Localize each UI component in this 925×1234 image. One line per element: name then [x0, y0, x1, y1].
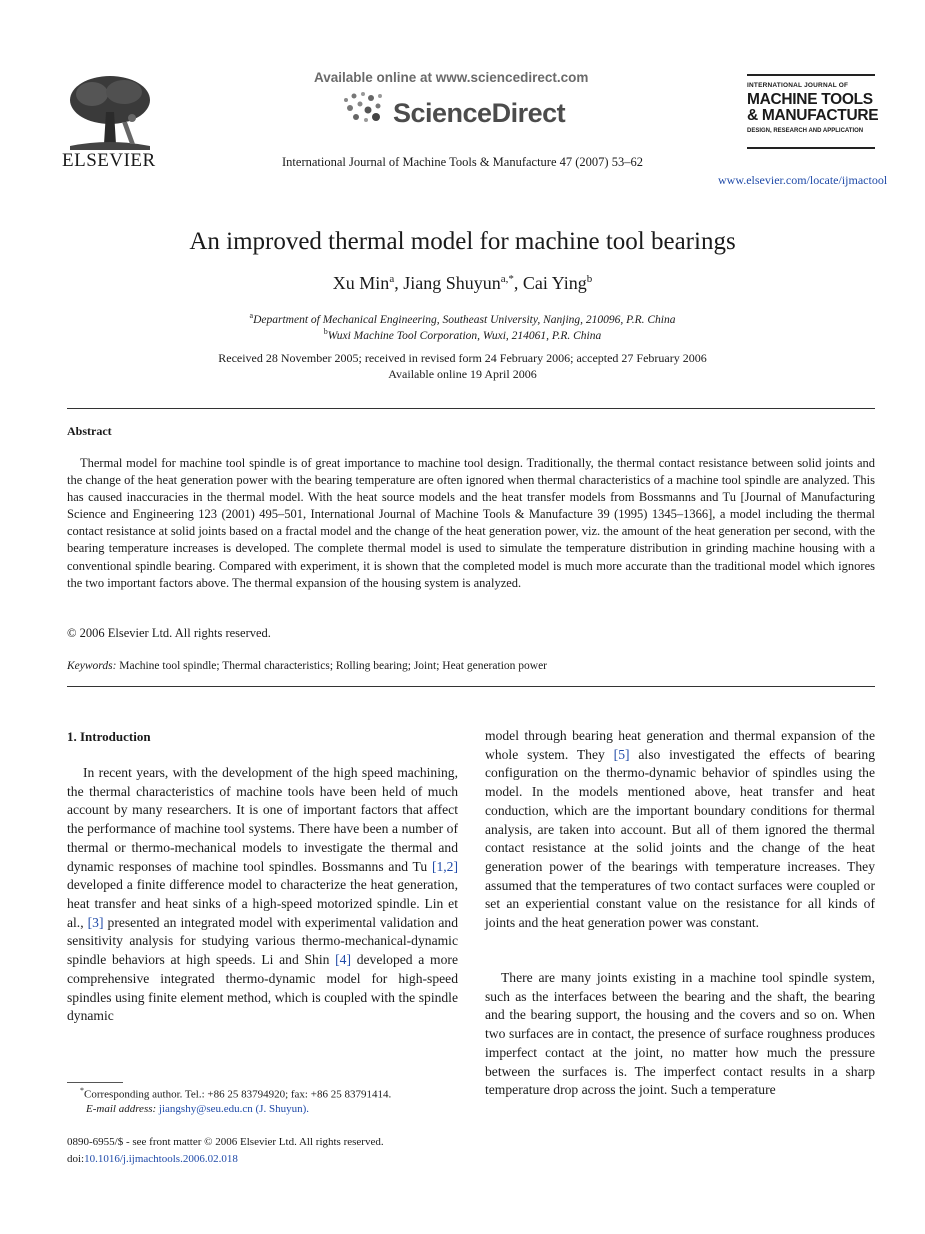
intro-right-column-para2: There are many joints existing in a machine tool spindle system, such as the interfaces between the bearing and the shaft, the bearing and the bearing support, the housing and the covers and so on. When two surfaces are in contact, the presence of surface roughness produces imperfect contact at the joint, no matter how much the pressure between the surfaces is. The imperfect contact results in a sharp temperature drop across the joint. Such a temperature: [485, 970, 875, 1098]
cover-title-line1: MACHINE TOOLS: [747, 91, 873, 108]
intro-right-column-para1: [485, 727, 875, 933]
sciencedirect-dots-icon: [338, 90, 388, 126]
corresponding-text: Corresponding author. Tel.: +86 25 83794920; fax: +86 25 83791414.: [84, 1088, 392, 1101]
publisher-name: ELSEVIER: [62, 150, 156, 171]
affiliation-a: [0, 311, 925, 326]
author-sup: a,*: [500, 273, 514, 285]
sciencedirect-wordmark: ScienceDirect: [393, 98, 566, 128]
keywords: [67, 660, 547, 672]
received-dates: Received 28 November 2005; received in revised form 24 February 2006; accepted 27 February 2006: [218, 351, 707, 365]
citation-link[interactable]: [3]: [87, 914, 104, 930]
doi-link[interactable]: 10.1016/j.ijmachtools.2006.02.018: [84, 1153, 238, 1165]
author-sup: a: [389, 273, 395, 285]
intro-text: developed a more comprehensive integrated thermo-dynamic model for high-speed spindles using finite element method, which is coupled with the spindle dynamic: [67, 952, 458, 1024]
affiliation-text: Wuxi Machine Tool Corporation, Wuxi, 214061, P.R. China: [327, 329, 602, 342]
affiliation-sup: a: [249, 311, 254, 320]
author-separator: ,: [394, 273, 404, 293]
cover-rule-bottom: [747, 147, 875, 149]
email-link[interactable]: jiangshy@seu.edu.cn (J. Shuyun).: [158, 1103, 309, 1115]
doi-line: [67, 1153, 238, 1165]
doi-label: doi:: [67, 1153, 85, 1165]
cover-rule-top: [747, 74, 875, 76]
intro-left-column: [67, 764, 458, 1026]
author-name: Jiang Shuyun: [403, 273, 501, 293]
author-list: [0, 273, 925, 294]
intro-text: also investigated the effects of bearing configuration on the thermo-dynamic behavior of spindles using the model. In the models mentioned above, heat transfer and heat conduction, which are the important boundary conditions for thermal analysis, are taken into account. But all of them ignored the thermal contact resistance at the solid joints and the change of the heat generation power of the bearings with temperature increases. They assumed that the temperatures of two contact surfaces were coupled or set an experiential constant value on the resistance for all kinds of joints and the heat generation power was constant.: [485, 746, 875, 931]
cover-subtitle: DESIGN, RESEARCH AND APPLICATION: [747, 128, 864, 134]
abstract-bottom-rule: [67, 686, 875, 687]
available-online-text: Available online at www.sciencedirect.com: [314, 70, 589, 85]
email-footnote: [86, 1103, 309, 1115]
footnote-rule: [67, 1082, 123, 1083]
corresponding-author-footnote: [80, 1086, 391, 1101]
citation-link[interactable]: [5]: [613, 746, 630, 762]
abstract-body: Thermal model for machine tool spindle is of great importance to machine tool design. Traditionally, the thermal contact resistance between solid joints and the change of the heat generation power with the bearing temperature are often ignored when thermal characteristics of a machine tool spindle are analyzed. This has caused inaccuracies in the thermal model. With the heat source models and the heat transfer models from Bossmanns and Tu [Journal of Manufacturing Science and Engineering 123 (2001) 495–501, International Journal of Machine Tools & Manufacture 39 (1995) 1345–1366], a model including the thermal contact resistance at solid joints based on a fractal model and the change of the heat generation power, viz. the amount of the heat generation per second, with the bearing temperature increases is developed. The complete thermal model is used to simulate the temperature distribution in grinding machine housing with a conventional spindle bearing. Compared with experiment, it is shown that the completed model is much more accurate than the traditional model which ignores the two important factors above. The thermal expansion of the housing system is analyzed.: [67, 456, 875, 590]
abstract-top-rule: [67, 408, 875, 409]
journal-reference: International Journal of Machine Tools & Manufacture 47 (2007) 53–62: [282, 155, 643, 169]
cover-journal-prefix: INTERNATIONAL JOURNAL OF: [747, 82, 849, 89]
intro-text: model through bearing heat generation and thermal expansion of the whole system. They: [485, 728, 875, 762]
section-heading: 1. Introduction: [67, 729, 151, 744]
keywords-list: Machine tool spindle; Thermal characteristics; Rolling bearing; Joint; Heat generation power: [119, 660, 547, 672]
issn-line: 0890-6955/$ - see front matter © 2006 Elsevier Ltd. All rights reserved.: [67, 1136, 384, 1148]
email-label: E-mail address:: [86, 1103, 157, 1115]
abstract-heading: Abstract: [67, 424, 112, 438]
author-separator: ,: [513, 273, 523, 293]
citation-link[interactable]: [4]: [335, 952, 351, 968]
citation-link[interactable]: [1,2]: [431, 858, 458, 874]
keywords-label: Keywords:: [67, 660, 117, 672]
affiliation-sup: b: [323, 327, 328, 336]
affiliation-text: Department of Mechanical Engineering, Southeast University, Nanjing, 210096, P.R. China: [253, 313, 676, 326]
available-online-date: Available online 19 April 2006: [388, 367, 537, 381]
affiliation-b: [0, 327, 925, 342]
cover-title-line2: & MANUFACTURE: [747, 107, 879, 124]
author-name: Xu Min: [332, 273, 390, 293]
intro-text: In recent years, with the development of the high speed machining, the thermal characteristics of machine tools have been held of much account by many researchers. It is one of important factors that affect the performance of machine tool systems. There have been a number of thermal or thermo-mechanical models to investigate the thermal and dynamic responses of machine tool spindles. Bossmanns and Tu: [67, 765, 458, 874]
author-sup: b: [586, 273, 593, 285]
author-name: Cai Ying: [522, 273, 587, 293]
footnote-mark: *: [80, 1086, 84, 1095]
intro-text: presented an integrated model with experimental validation and sensitivity analysis for studying various thermo-mechanical-dynamic spindle behaviors at high speeds. Li and Shin: [67, 914, 458, 968]
abstract-copyright: © 2006 Elsevier Ltd. All rights reserved.: [67, 626, 271, 640]
intro-text: developed a finite difference model to characterize the heat generation, heat transfer and heat sinks of a high-speed motorized spindle. Lin et al.,: [67, 877, 458, 930]
journal-url-link[interactable]: www.elsevier.com/locate/ijmactool: [718, 173, 888, 187]
cover-journal-title: [747, 92, 887, 124]
article-title: An improved thermal model for machine tool bearings: [189, 228, 736, 255]
